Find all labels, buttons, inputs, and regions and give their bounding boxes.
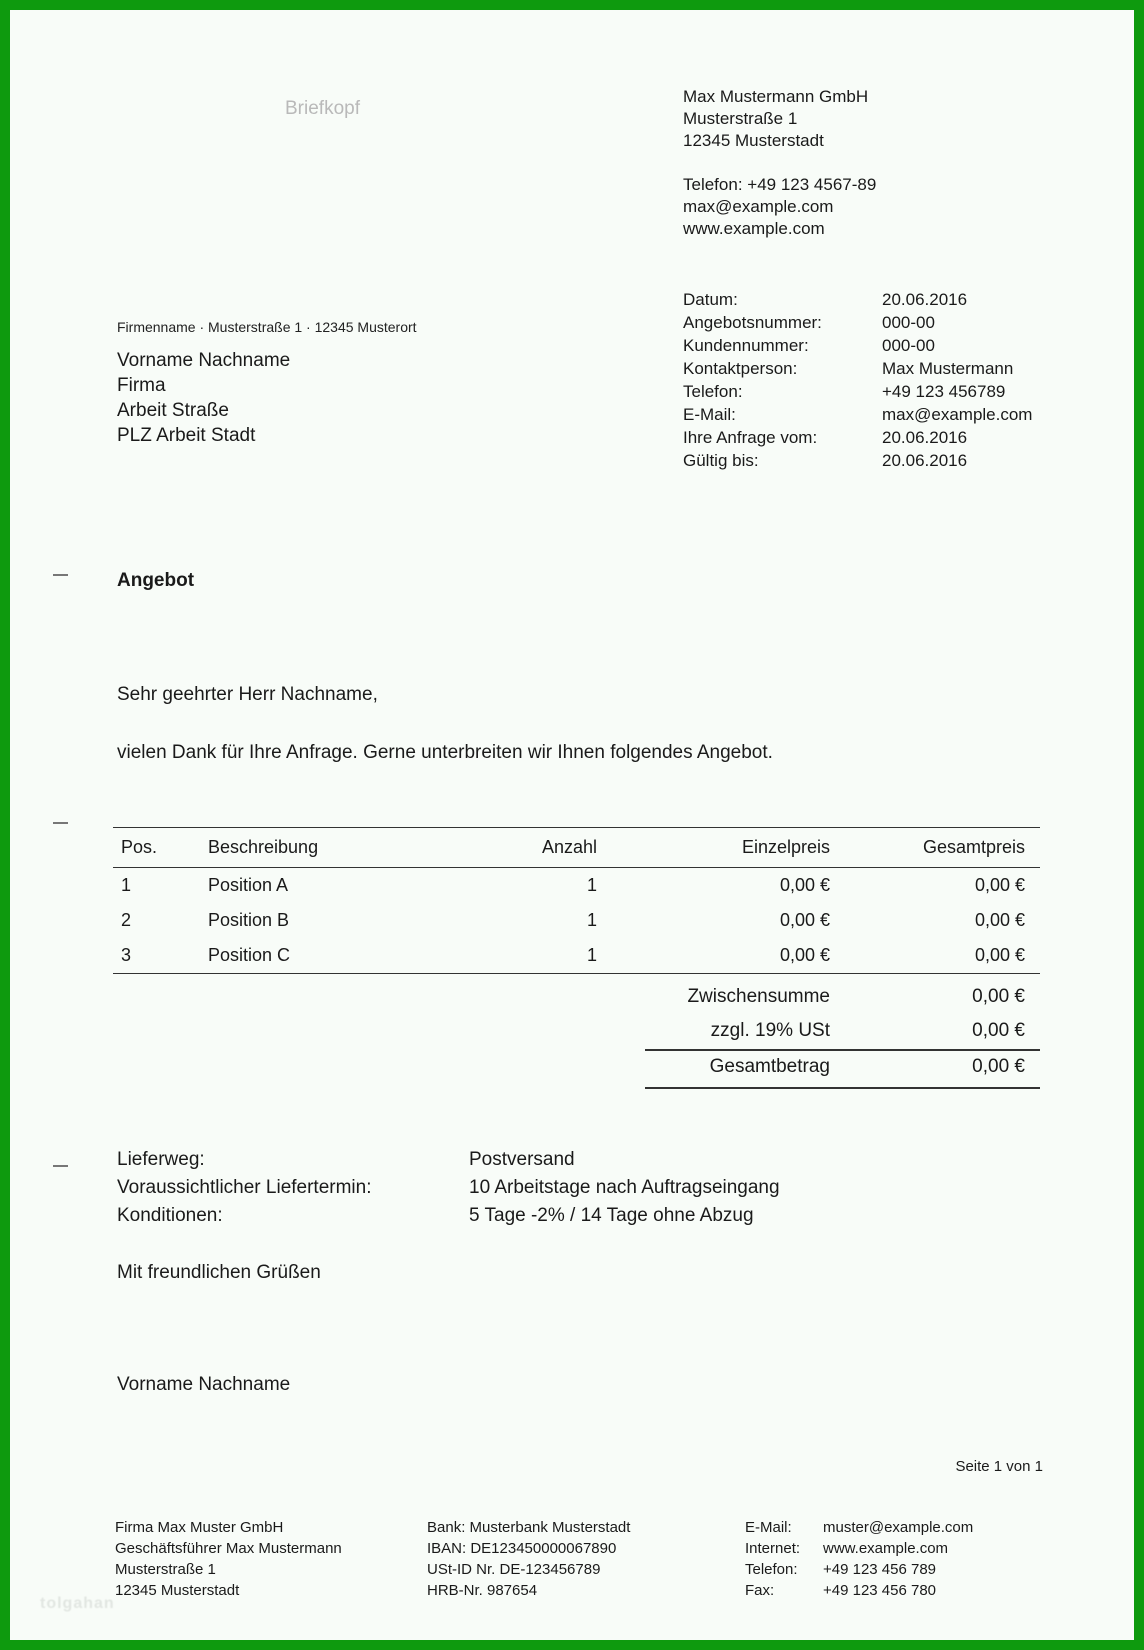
table-row	[113, 868, 1040, 903]
cell-quantity: 1	[586, 910, 597, 930]
items-table-header-row	[113, 827, 1040, 868]
intro-paragraph: vielen Dank für Ihre Anfrage. Gerne unterbreiten wir Ihnen folgendes Angebot.	[117, 742, 773, 763]
footer-company-column	[115, 1517, 342, 1601]
meta-label: Gültig bis:	[683, 451, 759, 470]
meta-row-offer-number	[683, 311, 1032, 334]
meta-block	[683, 288, 1032, 472]
cell-description: Position A	[208, 875, 289, 895]
meta-label: Datum:	[683, 290, 738, 309]
cell-unit-price: 0,00 €	[779, 945, 830, 965]
vat-label: zzgl. 19% USt	[710, 1020, 830, 1041]
company-block	[683, 86, 876, 240]
page-indicator: Seite 1 von 1	[955, 1458, 1043, 1475]
table-row	[113, 938, 1040, 974]
condition-value: 5 Tage -2% / 14 Tage ohne Abzug	[469, 1205, 754, 1226]
column-header-description: Beschreibung	[208, 837, 319, 857]
recipient-company: Firma	[117, 375, 166, 396]
meta-row-inquiry-date	[683, 426, 1032, 449]
cell-description: Position B	[208, 910, 290, 930]
meta-label: Ihre Anfrage vom:	[683, 428, 818, 447]
footer-contact-value: www.example.com	[823, 1540, 949, 1557]
meta-value: 20.06.2016	[882, 428, 968, 447]
document-title: Angebot	[117, 570, 195, 591]
company-website: www.example.com	[683, 219, 825, 238]
condition-value: 10 Arbeitstage nach Auftragseingang	[469, 1177, 780, 1198]
table-row	[113, 903, 1040, 938]
meta-row-phone	[683, 380, 1032, 403]
cell-total-price: 0,00 €	[974, 910, 1025, 930]
conditions-block	[117, 1146, 780, 1230]
footer-line: 12345 Musterstadt	[115, 1582, 240, 1599]
footer-contact-row	[745, 1538, 973, 1559]
meta-row-customer-number	[683, 334, 1032, 357]
vat-value: 0,00 €	[972, 1020, 1025, 1041]
meta-value: +49 123 456789	[882, 382, 1006, 401]
footer-contact-row	[745, 1517, 973, 1538]
footer-line: Geschäftsführer Max Mustermann	[115, 1540, 342, 1557]
subtotal-row	[113, 986, 1040, 1008]
column-header-total-price: Gesamtpreis	[922, 837, 1025, 857]
sender-return-line: Firmenname · Musterstraße 1 · 12345 Musterort	[117, 319, 417, 335]
totals-separator-line	[645, 1049, 1040, 1051]
condition-label: Konditionen:	[117, 1205, 223, 1226]
footer-contact-label: Telefon:	[745, 1561, 798, 1578]
column-header-quantity: Anzahl	[541, 837, 597, 857]
footer-line: Firma Max Muster GmbH	[115, 1519, 284, 1536]
fold-mark	[53, 574, 68, 576]
condition-row-delivery-method	[117, 1146, 780, 1174]
footer-contact-row	[745, 1559, 973, 1580]
meta-row-valid-until	[683, 449, 1032, 472]
company-city: 12345 Musterstadt	[683, 131, 824, 150]
footer-contact-label: Internet:	[745, 1540, 801, 1557]
company-street: Musterstraße 1	[683, 109, 798, 128]
cell-pos: 1	[121, 875, 132, 895]
meta-value: 20.06.2016	[882, 451, 968, 470]
footer-contact-value: +49 123 456 789	[823, 1561, 937, 1578]
closing-phrase: Mit freundlichen Grüßen	[117, 1262, 321, 1283]
footer-contact-value: muster@example.com	[823, 1519, 974, 1536]
recipient-name: Vorname Nachname	[117, 350, 291, 371]
recipient-street: Arbeit Straße	[117, 400, 229, 421]
footer-contact-label: Fax:	[745, 1582, 775, 1599]
cell-pos: 2	[121, 910, 132, 930]
meta-row-email	[683, 403, 1032, 426]
meta-label: Kundennummer:	[683, 336, 809, 355]
watermark: tolgahan	[40, 1595, 115, 1612]
footer-contact-row	[745, 1580, 973, 1601]
company-name: Max Mustermann GmbH	[683, 87, 869, 106]
meta-row-contact-person	[683, 357, 1032, 380]
cell-total-price: 0,00 €	[974, 875, 1025, 895]
recipient-block	[117, 348, 290, 448]
condition-row-delivery-date	[117, 1174, 780, 1202]
signature-name: Vorname Nachname	[117, 1374, 291, 1395]
meta-value: 20.06.2016	[882, 290, 968, 309]
meta-value: 000-00	[882, 313, 935, 332]
footer-line: HRB-Nr. 987654	[427, 1582, 538, 1599]
footer-contact-column	[745, 1517, 973, 1601]
meta-value: 000-00	[882, 336, 935, 355]
cell-pos: 3	[121, 945, 132, 965]
meta-label: Telefon:	[683, 382, 743, 401]
footer-line: USt-ID Nr. DE-123456789	[427, 1561, 601, 1578]
vat-row	[113, 1020, 1040, 1042]
subtotal-label: Zwischensumme	[687, 986, 830, 1007]
grand-total-value: 0,00 €	[972, 1056, 1025, 1077]
condition-row-payment-terms	[117, 1202, 780, 1230]
footer-contact-value: +49 123 456 780	[823, 1582, 937, 1599]
footer-contact-label: E-Mail:	[745, 1519, 792, 1536]
cell-unit-price: 0,00 €	[779, 910, 830, 930]
cell-unit-price: 0,00 €	[779, 875, 830, 895]
meta-label: E-Mail:	[683, 405, 736, 424]
meta-value: max@example.com	[882, 405, 1033, 424]
company-phone: Telefon: +49 123 4567-89	[683, 175, 877, 194]
meta-label: Kontaktperson:	[683, 359, 798, 378]
cell-quantity: 1	[586, 875, 597, 895]
subtotal-value: 0,00 €	[972, 986, 1025, 1007]
company-email: max@example.com	[683, 197, 834, 216]
condition-label: Voraussichtlicher Liefertermin:	[117, 1177, 372, 1198]
cell-description: Position C	[208, 945, 291, 965]
fold-mark	[53, 822, 68, 824]
salutation: Sehr geehrter Herr Nachname,	[117, 684, 378, 705]
items-table	[113, 827, 1040, 974]
column-header-pos: Pos.	[121, 837, 158, 857]
footer-line: Bank: Musterbank Musterstadt	[427, 1519, 631, 1536]
grand-total-row	[113, 1056, 1040, 1078]
totals-bottom-line	[645, 1087, 1040, 1089]
fold-mark	[53, 1165, 68, 1167]
meta-label: Angebotsnummer:	[683, 313, 822, 332]
cell-quantity: 1	[586, 945, 597, 965]
condition-value: Postversand	[469, 1149, 575, 1170]
column-header-unit-price: Einzelpreis	[741, 837, 830, 857]
footer-line: Musterstraße 1	[115, 1561, 216, 1578]
cell-total-price: 0,00 €	[974, 945, 1025, 965]
recipient-city: PLZ Arbeit Stadt	[117, 425, 256, 446]
footer-bank-column	[427, 1517, 630, 1601]
meta-row-date	[683, 288, 1032, 311]
meta-value: Max Mustermann	[882, 359, 1014, 378]
spacer	[683, 152, 876, 174]
condition-label: Lieferweg:	[117, 1149, 205, 1170]
footer-line: IBAN: DE123450000067890	[427, 1540, 617, 1557]
letterhead-placeholder: Briefkopf	[285, 98, 360, 119]
grand-total-label: Gesamtbetrag	[709, 1056, 830, 1077]
